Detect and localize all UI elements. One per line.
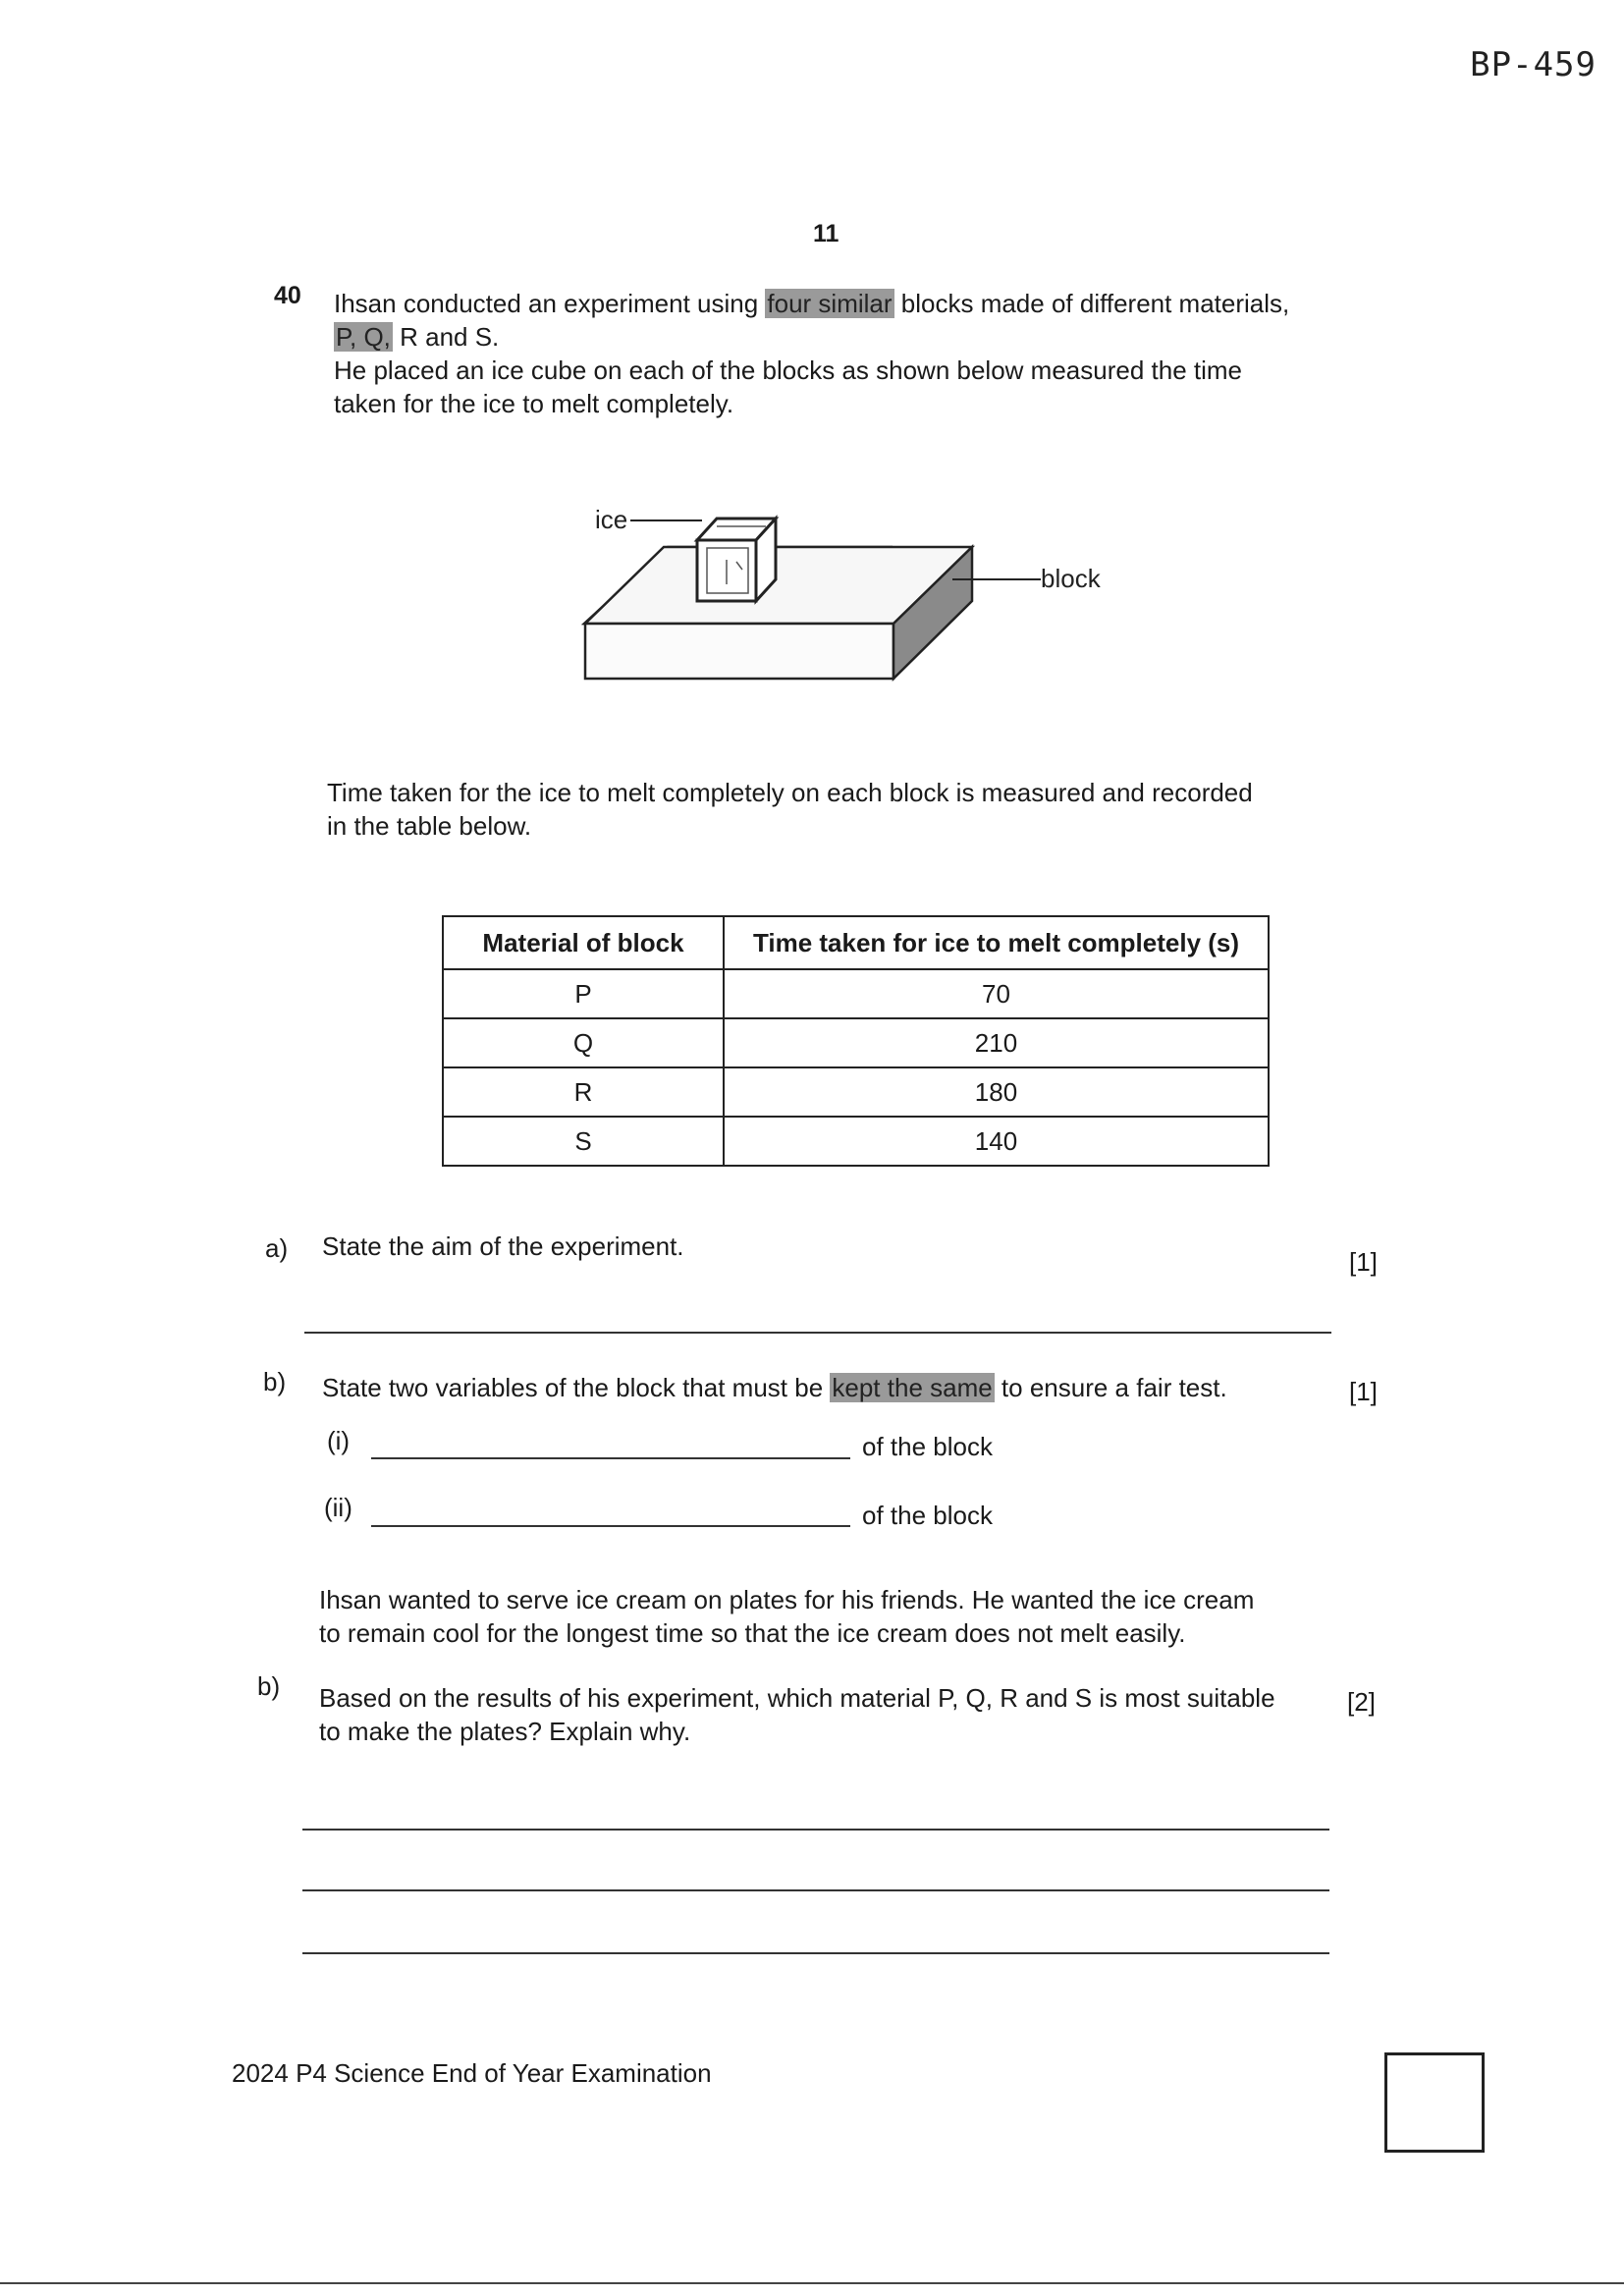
block-front-face: [585, 624, 893, 679]
highlight-pq: P, Q,: [336, 322, 391, 352]
part-c-label: b): [257, 1671, 281, 1701]
lead-line-2: in the table below.: [327, 811, 532, 841]
part-b-marks: [1]: [1349, 1377, 1378, 1406]
intro-line-2: [334, 320, 1335, 354]
table-header-row: [443, 916, 1269, 969]
bottom-edge-line: [0, 2282, 1624, 2284]
part-a-question: State the aim of the experiment.: [322, 1231, 684, 1261]
document-code: BP-459: [1470, 45, 1597, 84]
header-time: Time taken for ice to melt completely (s): [724, 916, 1269, 969]
question-number: 40: [274, 282, 301, 309]
material-cell: R: [443, 1067, 724, 1117]
results-table: [442, 915, 1270, 1167]
part-b-item-1-label: (i): [327, 1426, 351, 1455]
part-b-label: b): [263, 1367, 287, 1396]
material-cell: Q: [443, 1018, 724, 1067]
score-box[interactable]: [1384, 2052, 1485, 2153]
context-line-1: Ihsan wanted to serve ice cream on plates for his friends. He wanted the ice cream: [319, 1585, 1255, 1614]
part-b-item-2-answer-line[interactable]: [371, 1525, 850, 1527]
part-c-context: [319, 1583, 1340, 1650]
ice-block-svg: [569, 491, 1101, 687]
table-row: [443, 969, 1269, 1018]
time-cell: 180: [724, 1067, 1269, 1117]
part-c-marks: [2]: [1347, 1687, 1376, 1717]
part-b-question: [322, 1371, 1227, 1404]
table-row: [443, 1018, 1269, 1067]
ice-label: ice: [595, 505, 628, 534]
part-b-item-2-suffix: of the block: [862, 1501, 993, 1530]
intro-line-1-start: Ihsan conducted an experiment using: [334, 289, 766, 318]
part-a-answer-line[interactable]: [304, 1332, 1331, 1334]
table-lead-text: [327, 776, 1309, 843]
table-row: [443, 1117, 1269, 1166]
material-cell: S: [443, 1117, 724, 1166]
ice-block-diagram: [569, 491, 1101, 692]
intro-line-1-end: blocks made of different materials,: [893, 289, 1290, 318]
part-c-question: [319, 1681, 1340, 1748]
part-b-item-2-label: (ii): [324, 1493, 352, 1522]
intro-line-4: taken for the ice to melt completely.: [334, 389, 734, 418]
part-b-text-start: State two variables of the block that must be: [322, 1373, 831, 1402]
page-number: 11: [813, 220, 839, 247]
exam-footer: 2024 P4 Science End of Year Examination: [232, 2058, 712, 2088]
highlight-kept-same: kept the same: [832, 1373, 993, 1402]
context-line-2: to remain cool for the longest time so that the ice cream does not melt easily.: [319, 1618, 1186, 1648]
part-b-text-end: to ensure a fair test.: [994, 1373, 1227, 1402]
part-a-label: a): [265, 1233, 289, 1263]
intro-line-2-end: R and S.: [392, 322, 500, 352]
header-material: Material of block: [443, 916, 724, 969]
time-cell: 210: [724, 1018, 1269, 1067]
lead-line-1: Time taken for the ice to melt completely on each block is measured and recorded: [327, 778, 1253, 807]
time-cell: 70: [724, 969, 1269, 1018]
intro-line-1: [334, 287, 1335, 320]
part-b-item-1-answer-line[interactable]: [371, 1457, 850, 1459]
time-cell: 140: [724, 1117, 1269, 1166]
part-c-answer-line-2[interactable]: [302, 1889, 1329, 1891]
part-b-item-1-suffix: of the block: [862, 1432, 993, 1461]
highlight-four-similar: four similar: [767, 289, 893, 318]
block-label: block: [1041, 564, 1101, 593]
part-c-line-1: Based on the results of his experiment, which material P, Q, R and S is most suitable: [319, 1683, 1275, 1713]
part-c-answer-line-3[interactable]: [302, 1952, 1329, 1954]
question-intro: [334, 287, 1335, 420]
table-row: [443, 1067, 1269, 1117]
intro-line-3: He placed an ice cube on each of the blocks as shown below measured the time: [334, 355, 1242, 385]
part-c-answer-line-1[interactable]: [302, 1829, 1329, 1831]
part-a-marks: [1]: [1349, 1247, 1378, 1277]
part-c-line-2: to make the plates? Explain why.: [319, 1717, 691, 1746]
material-cell: P: [443, 969, 724, 1018]
